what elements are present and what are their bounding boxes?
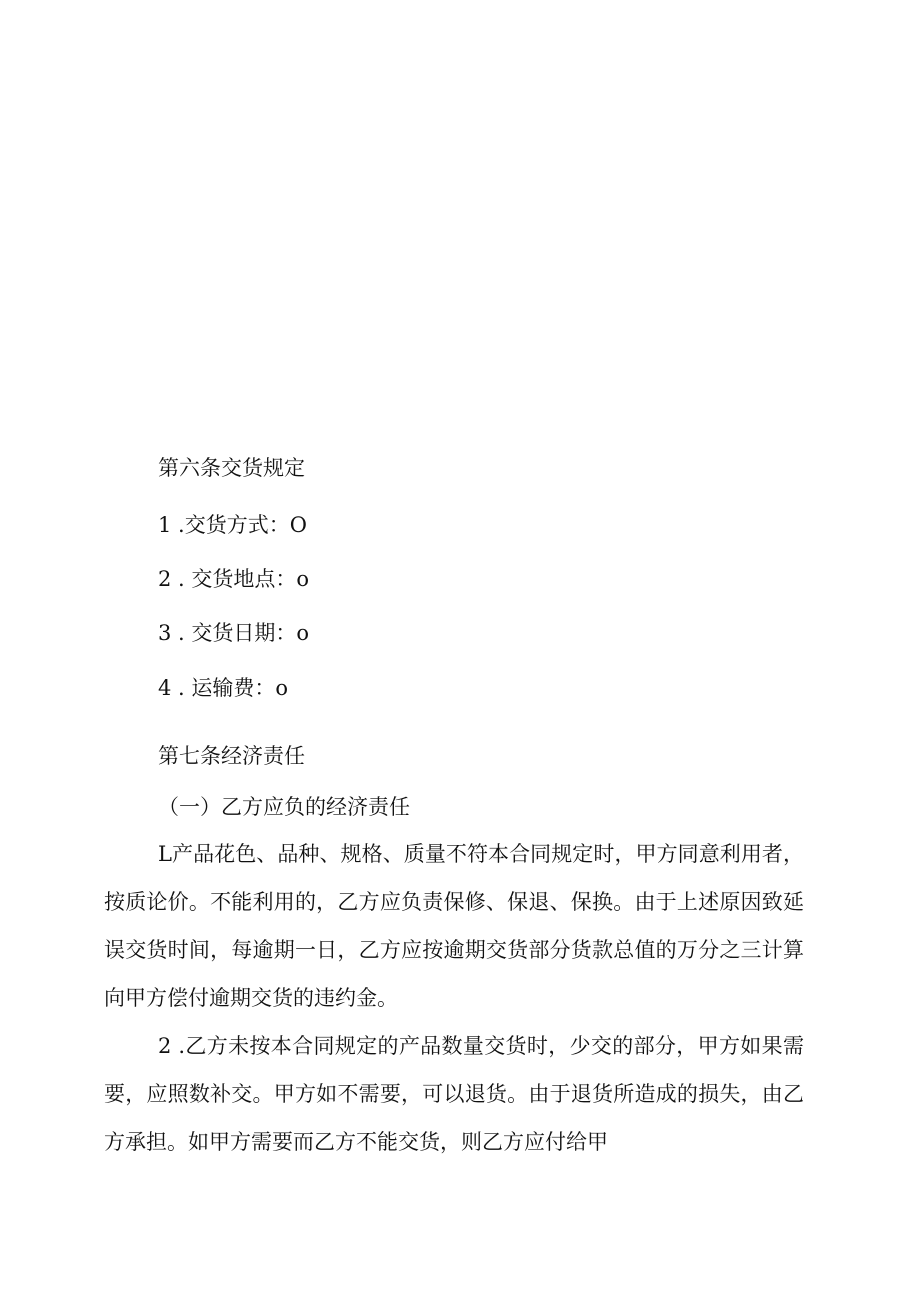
liability-paragraph-1: L产品花色、品种、规格、质量不符本合同规定时，甲方同意利用者，按质论价。不能利用的，乙方应负责保修、保退、保换。由于上述原因致延误交货时间，每逾期一日，乙方应按逾期交货部分货款总值的万分之三计算向甲方偿付逾期交货的违约金。 xyxy=(104,842,804,1010)
delivery-location-item: 2 . 交货地点：o xyxy=(158,567,310,591)
transport-fee-item: 4 . 运输费：o xyxy=(158,676,289,700)
party-b-liability-subheading: （一）乙方应负的经济责任 xyxy=(158,795,410,819)
liability-paragraph-2: 2 .乙方未按本合同规定的产品数量交货时，少交的部分，甲方如果需要，应照数补交。甲方如不需要，可以退货。由于退货所造成的损失，由乙方承担。如甲方需要而乙方不能交货，则乙方应付给甲 xyxy=(104,1034,804,1154)
delivery-date-item: 3 . 交货日期：o xyxy=(158,621,310,645)
article-6-heading: 第六条交货规定 xyxy=(158,456,305,480)
delivery-method-item: 1 .交货方式：O xyxy=(158,513,307,537)
article-7-heading: 第七条经济责任 xyxy=(158,744,305,768)
